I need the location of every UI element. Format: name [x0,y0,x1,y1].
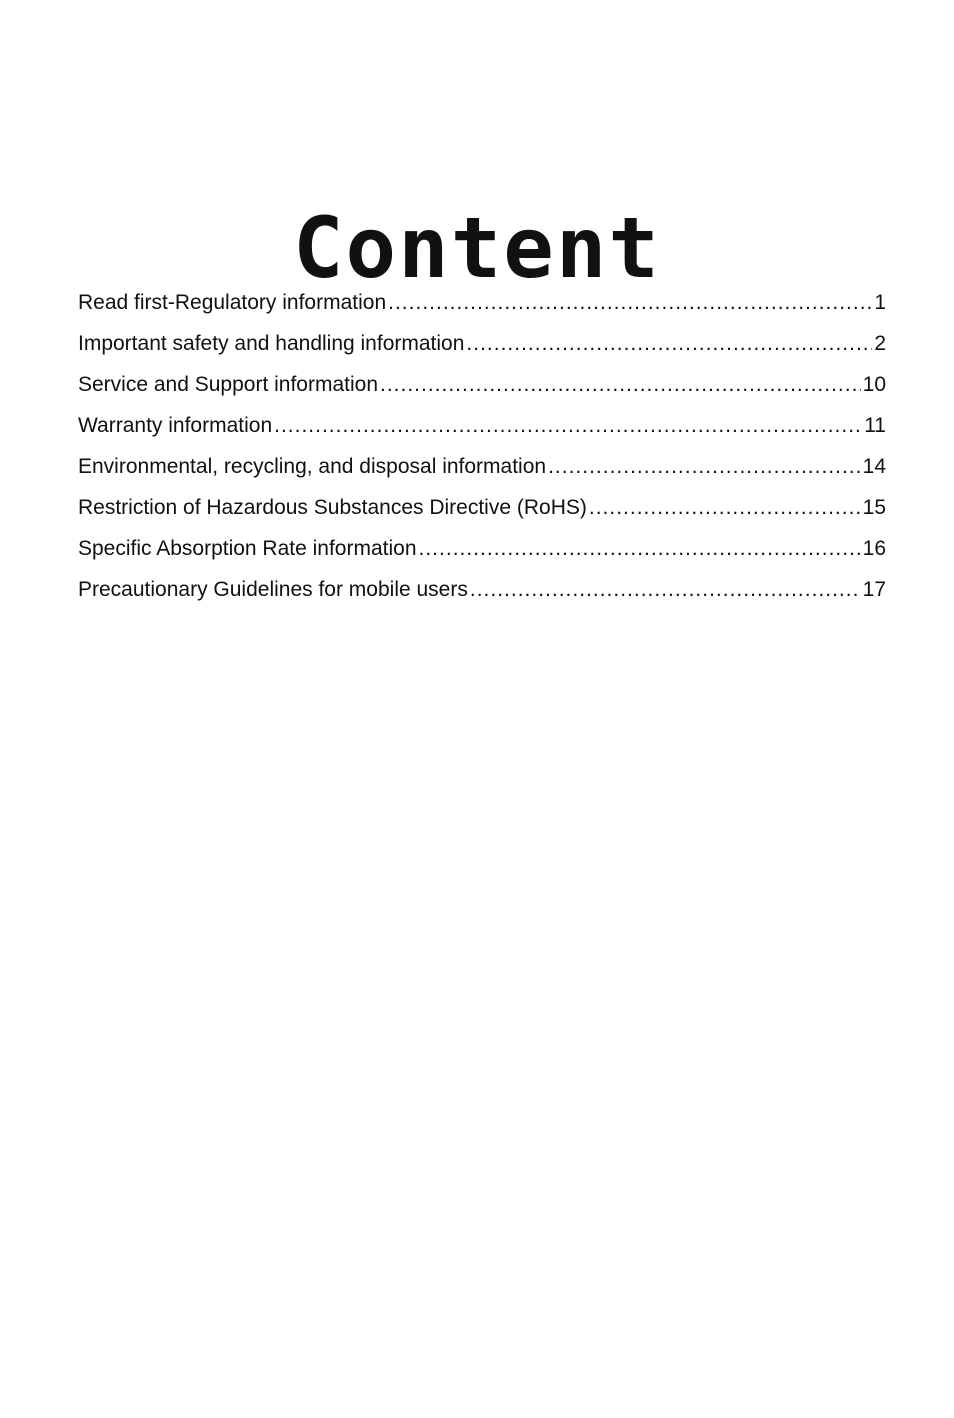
toc-entry-page: 2 [874,332,886,355]
toc-entry-title: Specific Absorption Rate information [78,537,417,560]
toc-entry-page: 17 [862,578,886,601]
toc-entry[interactable] [78,323,886,364]
toc-dot-leader [470,569,861,610]
toc-entry-page: 16 [862,537,886,560]
toc-dot-leader [589,487,861,528]
toc-entry-page: 11 [864,414,886,437]
toc-entry[interactable] [78,446,886,487]
toc-entry-page: 1 [874,291,886,314]
toc-entry-title: Service and Support information [78,373,378,396]
toc-dot-leader [548,446,861,487]
page-title: Content [292,199,661,298]
toc-entry-title: Read first-Regulatory information [78,291,387,314]
toc-entry-title: Warranty information [78,414,273,437]
toc-entry-page: 15 [862,496,886,519]
toc-entry-title: Precautionary Guidelines for mobile users [78,578,468,601]
toc-entry[interactable] [78,405,886,446]
toc-dot-leader [274,405,862,446]
toc-entry[interactable] [78,569,886,610]
toc-dot-leader [380,364,861,405]
toc-entry-page: 14 [862,455,886,478]
toc-entry[interactable] [78,487,886,528]
toc-entry-title: Environmental, recycling, and disposal information [78,455,547,478]
toc-entry-title: Important safety and handling information [78,332,465,355]
toc-entry[interactable] [78,282,886,323]
toc-dot-leader [466,323,872,364]
toc-dot-leader [419,528,861,569]
toc-entry-title: Restriction of Hazardous Substances Directive (RoHS) [78,496,587,519]
toc-entry[interactable] [78,364,886,405]
toc-entry[interactable] [78,528,886,569]
table-of-contents [78,282,886,610]
toc-entry-page: 10 [862,373,886,396]
toc-dot-leader [388,282,872,323]
